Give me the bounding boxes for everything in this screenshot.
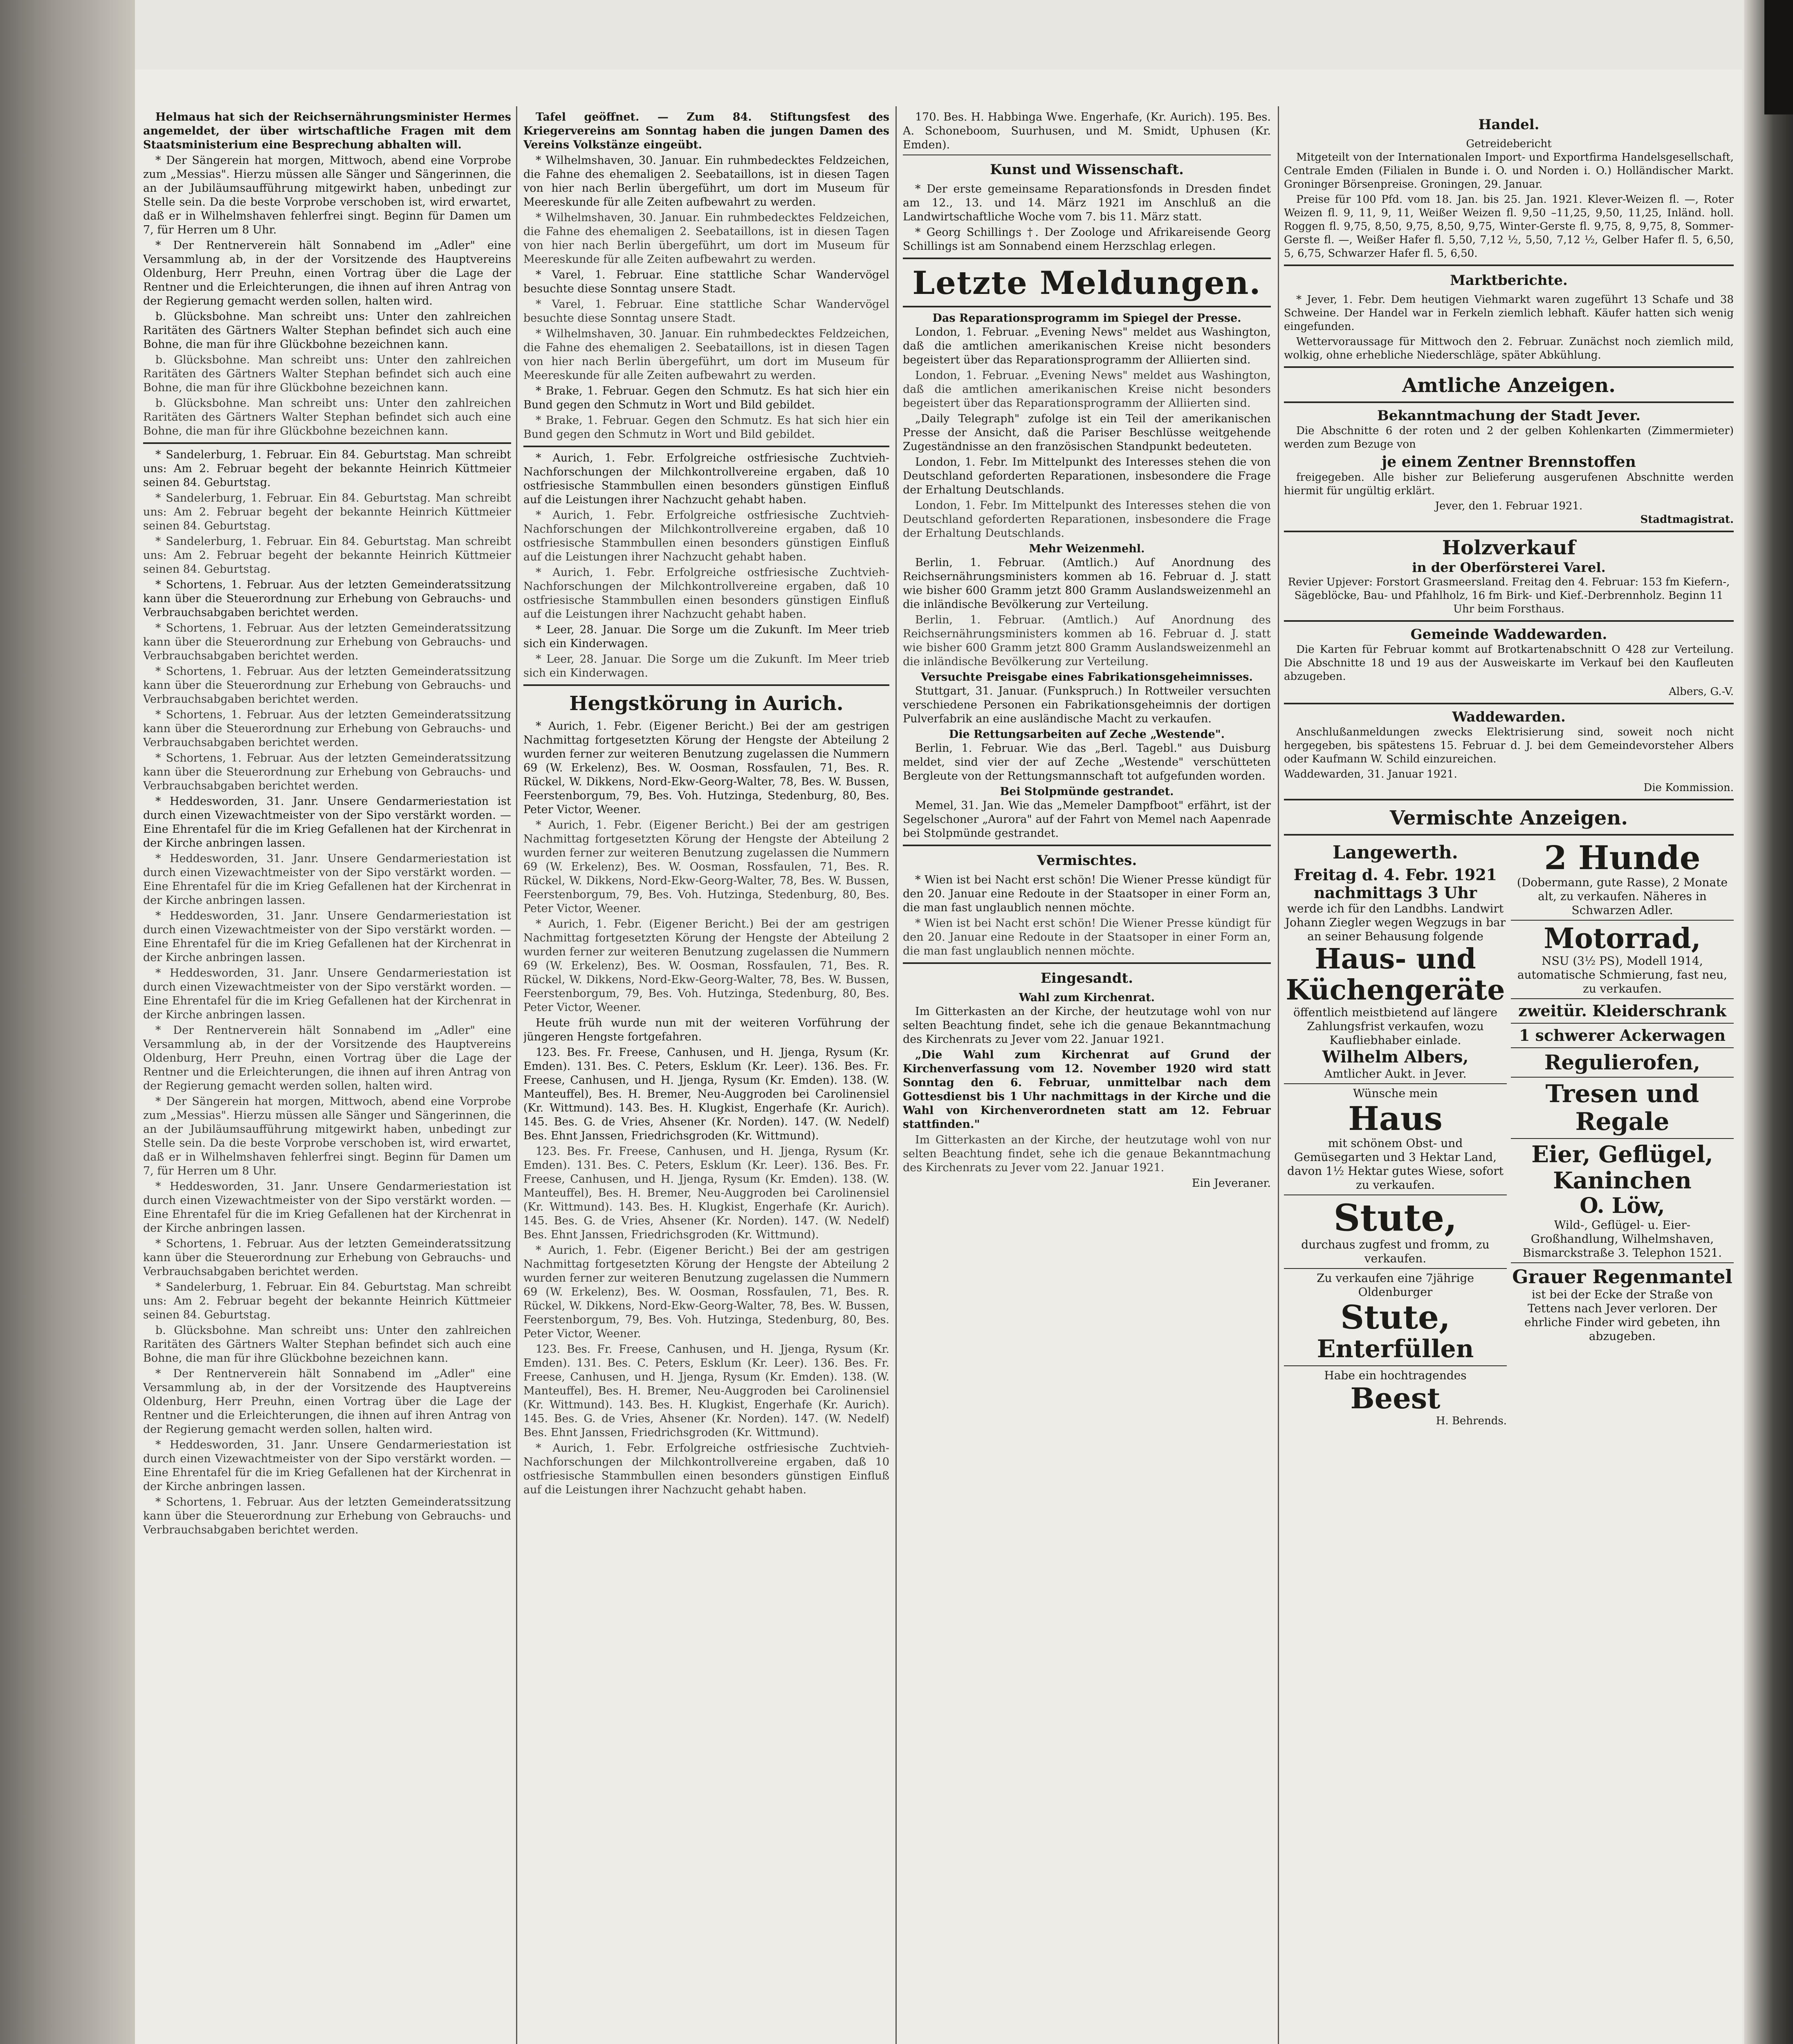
article-paragraph: London, 1. Febr. Im Mittelpunkt des Interesses stehen die von Deutschland geforderten Reparationen, insbesondere die Frage der Erhaltung Deutschlands. — [903, 499, 1271, 540]
section-divider — [523, 684, 889, 686]
section-divider — [903, 962, 1271, 964]
ad-title: Enterfüllen — [1317, 1335, 1474, 1363]
article-paragraph: * Der Rentnerverein hält Sonnabend im „Adler" eine Versammlung ab, in der der Vorsitzende des Hauptvereins Oldenburg, Herr Preuhn, einen Vortrag über die Lage der Rentner und die Erleichterungen, die ihnen auf ihren Antrag von der Regierung gemacht werden sollen, halten wird. — [143, 1367, 511, 1436]
article-paragraph: * Der Rentnerverein hält Sonnabend im „Adler" eine Versammlung ab, in der der Vorsitzende des Hauptvereins Oldenburg, Herr Preuhn, einen Vortrag über die Lage der Rentner und die Erleichterungen, die ihnen auf ihren Antrag von der Regierung gemacht werden sollen, halten wird. — [143, 1024, 511, 1092]
article-paragraph: * Heddesworden, 31. Janr. Unsere Gendarmeriestation ist durch einen Vizewachtmeister von der Sipo verstärkt worden. — Eine Ehrentafel für die im Krieg Gefallenen hat der Kirchenrat in der Kirche anbringen lassen. — [143, 852, 511, 907]
article-paragraph: Berlin, 1. Februar. Wie das „Berl. Tagebl." aus Duisburg meldet, sind vier der auf Zeche „Westende" verschütteten Bergleute von der Rettungsmannschaft tot aufgefunden worden. — [903, 742, 1271, 782]
ad-title: Langewerth. — [1333, 842, 1458, 863]
ad-divider — [1511, 1047, 1734, 1048]
article-paragraph: Heute früh wurde nun mit der weiteren Vorführung der jüngeren Hengste fortgefahren. — [523, 1017, 889, 1043]
ad-title: Grauer Regenmantel — [1512, 1266, 1732, 1288]
ad-title: 2 Hunde — [1544, 838, 1701, 877]
article-paragraph: Preise für 100 Pfd. vom 18. Jan. bis 25. Jan. 1921. Klever-Weizen fl. —, Roter Weizen fl. 9, 11, 9, 11, Weißer Weizen fl. 9,50 –11,25, 9,50, 11,25, Inländ. holl. Roggen fl. 9,75, 8,50, 9,75, 8,50, 9,75, Winter-Gerste fl. 9,75, 8, 9,75, 8, Sommer-Gerste fl. —, Weißer Hafer fl. 5,50, 7,12 ½, 5,50, 7,12 ½, Gelber Hafer fl. 5, 6,50, 5, 6,75, Schwarzer Hafer fl. 5, 6,50. — [1284, 193, 1734, 260]
notice-text: freigegeben. Alle bisher zur Belieferung ausgerufenen Abschnitte werden hiermit für ungültig erklärt. — [1284, 471, 1734, 497]
article-paragraph: Im Gitterkasten an der Kirche, der heutzutage wohl von nur selten Beachtung findet, sehe ich die genaue Bekanntmachung des Kirchenrats zu Jever vom 22. Januar 1921. — [903, 1005, 1271, 1046]
section-divider — [1284, 264, 1734, 266]
ad-title: zweitür. Kleiderschrank — [1518, 1002, 1726, 1020]
article-paragraph: London, 1. Febr. Im Mittelpunkt des Interesses stehen die von Deutschland geforderten Reparationen, insbesondere die Frage der Erhaltung Deutschlands. — [903, 456, 1271, 496]
subheading: Wahl zum Kirchenrat. — [1019, 991, 1155, 1004]
article-paragraph: * Varel, 1. Februar. Eine stattliche Schar Wandervögel besuchte diese Sonntag unsere Stadt. — [523, 298, 889, 325]
article-paragraph: Helmaus hat sich der Reichsernährungsminister Hermes angemeldet, der über wirtschaftliche Fragen mit dem Staatsministerium eine Besprechung abhalten will. — [143, 111, 511, 151]
article-paragraph: * Schortens, 1. Februar. Aus der letzten Gemeinderatssitzung kann über die Steuerordnung zur Erhebung von Gebrauchs- und Verbrauchsabgaben berichtet werden. — [143, 622, 511, 662]
article-paragraph: * Aurich, 1. Febr. (Eigener Bericht.) Bei der am gestrigen Nachmittag fortgesetzten Körung der Hengste der Abteilung 2 wurden ferner zur weiteren Benutzung zugelassen die Nummern 69 (W. Erkelenz), Bes. W. Oosman, Rossfaulen, 71, Bes. R. Rückel, W. Dikkens, Nord-Ekw-Georg-Walter, 78, Bes. W. Bussen, Feerstenborgum, 79, Bes. Voh. Hutzinga, Stedenburg, 80, Bes. Peter Victor, Weener. — [523, 918, 889, 1014]
article-paragraph: Wettervoraussage für Mittwoch den 2. Februar. Zunächst noch ziemlich mild, wolkig, ohne erhebliche Niederschläge, später Abkühlung. — [1284, 336, 1734, 361]
ad-text: Zu verkaufen eine 7jährige Oldenburger — [1317, 1271, 1474, 1299]
notice-signature: Albers, G.-V. — [1669, 686, 1734, 698]
section-heading: Amtliche Anzeigen. — [1402, 374, 1616, 397]
ad-title: Eier, Geflügel, Kaninchen — [1531, 1141, 1713, 1194]
ad-title: Haus — [1348, 1099, 1443, 1138]
section-heading: Letzte Meldungen. — [912, 264, 1261, 302]
article-paragraph: Berlin, 1. Februar. (Amtlich.) Auf Anordnung des Reichsernährungsministers kommen ab 16. Februar d. J. statt wie bisher 600 Gramm jetzt 800 Gramm Auslandsweizenmehl an die inländische Bevölkerung zur Verteilung. — [903, 614, 1271, 668]
ad-divider — [1511, 1138, 1734, 1139]
article-paragraph: 123. Bes. Fr. Freese, Canhusen, und H. Jjenga, Rysum (Kr. Emden). 131. Bes. C. Peters, Esklum (Kr. Leer). 136. Bes. Fr. Freese, Canhusen, und H. Jjenga, Rysum (Kr. Emden). 138. (W. Manteuffel), Bes. H. Bremer, Neu-Auggroden bei Carolinensiel (Kr. Wittmund). 143. Bes. H. Klugkist, Engerhafe (Kr. Aurich). 145. Bes. G. de Vries, Ahsener (Kr. Norden). 147. (W. Nedelf) Bes. Ehnt Janssen, Friedrichsgroden (Kr. Wittmund). — [523, 1145, 889, 1241]
notice-highlight: je einem Zentner Brennstoffen — [1382, 453, 1636, 471]
article-paragraph: * Sandelerburg, 1. Februar. Ein 84. Geburtstag. Man schreibt uns: Am 2. Februar begeht der bekannte Heinrich Küttmeier seinen 84. Geburtstag. — [143, 448, 511, 489]
ad-text: werde ich für den Landbhs. Landwirt Johann Ziegler wegen Wegzugs in bar an seiner Behausung folgende — [1285, 902, 1506, 943]
ad-text: mit schönem Obst- und Gemüsegarten und 3 Hektar Land, davon 1½ Hektar gutes Wiese, sofort zu verkaufen. — [1287, 1136, 1504, 1192]
right-book-edge — [1744, 0, 1793, 2044]
subheading: Bei Stolpmünde gestrandet. — [1000, 785, 1174, 798]
left-page-stack — [0, 0, 135, 2044]
article-paragraph: * Varel, 1. Februar. Eine stattliche Schar Wandervögel besuchte diese Sonntag unsere Stadt. — [523, 269, 889, 295]
section-divider — [1284, 703, 1734, 704]
section-heading: Handel. — [1478, 117, 1539, 133]
section-divider — [903, 306, 1271, 307]
subheading: Das Reparationsprogramm im Spiegel der Presse. — [932, 312, 1241, 325]
subheading: Die Rettungsarbeiten auf Zeche „Westende". — [949, 728, 1225, 741]
notice-text: Die Abschnitte 6 der roten und 2 der gelben Kohlenkarten (Zimmermieter) werden zum Bezuge von — [1284, 425, 1734, 450]
article-paragraph: * Brake, 1. Februar. Gegen den Schmutz. Es hat sich hier ein Bund gegen den Schmutz in Wort und Bild gebildet. — [523, 385, 889, 411]
section-divider — [1284, 834, 1734, 836]
signature: Ein Jeveraner. — [1192, 1177, 1271, 1190]
ad-title: Motorrad, — [1544, 922, 1701, 955]
ad-divider — [1284, 1268, 1507, 1269]
article-paragraph: * Der Rentnerverein hält Sonnabend im „Adler" eine Versammlung ab, in der der Vorsitzende des Hauptvereins Oldenburg, Herr Preuhn, einen Vortrag über die Lage der Rentner und die Erleichterungen, die ihnen auf ihren Antrag von der Regierung gemacht werden sollen, halten wird. — [143, 239, 511, 307]
notice-signature: Die Kommission. — [1643, 782, 1734, 794]
notice-title: Holzverkauf — [1442, 536, 1576, 559]
ad-text: Wünsche mein — [1353, 1087, 1438, 1100]
ad-signature: H. Behrends. — [1436, 1415, 1507, 1427]
article-paragraph: „Daily Telegraph" zufolge ist ein Teil der amerikanischen Presse der Ansicht, daß die Pariser Beschlüsse weitgehende Zugeständnisse an den französischen Standpunkt bedeuteten. — [903, 412, 1271, 453]
section-divider — [903, 258, 1271, 259]
article-paragraph: * Heddesworden, 31. Janr. Unsere Gendarmeriestation ist durch einen Vizewachtmeister von der Sipo verstärkt worden. — Eine Ehrentafel für die im Krieg Gefallenen hat der Kirchenrat in der Kirche anbringen lassen. — [143, 1180, 511, 1235]
ad-divider — [1511, 1023, 1734, 1024]
article-paragraph: * Wilhelmshaven, 30. Januar. Ein ruhmbedecktes Feldzeichen, die Fahne des ehemaligen 2. Seebataillons, ist in diesen Tagen von hier nach Berlin übergeführt, um dort im Museum für Meereskunde für alle Zeiten aufbewahrt zu werden. — [523, 327, 889, 382]
article-paragraph: * Leer, 28. Januar. Die Sorge um die Zukunft. Im Meer trieb sich ein Kinderwagen. — [523, 653, 889, 679]
article-paragraph: * Aurich, 1. Febr. Erfolgreiche ostfriesische Zuchtvieh-Nachforschungen der Milchkontrollvereine ergaben, daß 10 ostfriesische Stammbullen einen besonders günstigen Einfluß auf die Leistungen ihrer Nachzucht gehabt haben. — [523, 509, 889, 563]
section-divider — [1284, 401, 1734, 403]
article-paragraph: Berlin, 1. Februar. (Amtlich.) Auf Anordnung des Reichsernährungsministers kommen ab 16. Februar d. J. statt wie bisher 600 Gramm jetzt 800 Gramm Auslandsweizenmehl an die inländische Bevölkerung zur Verteilung. — [903, 556, 1271, 611]
article-paragraph: * Aurich, 1. Febr. Erfolgreiche ostfriesische Zuchtvieh-Nachforschungen der Milchkontrollvereine ergaben, daß 10 ostfriesische Stammbullen einen besonders günstigen Einfluß auf die Leistungen ihrer Nachzucht gehabt haben. — [523, 566, 889, 621]
ad-text: öffentlich meistbietend auf längere Zahlungsfrist verkaufen, wozu Kaufliebhaber einlade. — [1293, 1006, 1498, 1047]
section-divider — [1284, 620, 1734, 622]
article-paragraph: * Aurich, 1. Febr. (Eigener Bericht.) Bei der am gestrigen Nachmittag fortgesetzten Körung der Hengste der Abteilung 2 wurden ferner zur weiteren Benutzung zugelassen die Nummern 69 (W. Erkelenz), Bes. W. Oosman, Rossfaulen, 71, Bes. R. Rückel, W. Dikkens, Nord-Ekw-Georg-Walter, 78, Bes. W. Bussen, Feerstenborgum, 79, Bes. Voh. Hutzinga, Stedenburg, 80, Bes. Peter Victor, Weener. — [523, 1244, 889, 1340]
article-paragraph: * Aurich, 1. Febr. (Eigener Bericht.) Bei der am gestrigen Nachmittag fortgesetzten Körung der Hengste der Abteilung 2 wurden ferner zur weiteren Benutzung zugelassen die Nummern 69 (W. Erkelenz), Bes. W. Oosman, Rossfaulen, 71, Bes. R. Rückel, W. Dikkens, Nord-Ekw-Georg-Walter, 78, Bes. W. Bussen, Feerstenborgum, 79, Bes. Voh. Hutzinga, Stedenburg, 80, Bes. Peter Victor, Weener. — [523, 819, 889, 915]
article-paragraph: * Schortens, 1. Februar. Aus der letzten Gemeinderatssitzung kann über die Steuerordnung zur Erhebung von Gebrauchs- und Verbrauchsabgaben berichtet werden. — [143, 578, 511, 619]
ad-divider — [1284, 1083, 1507, 1084]
article-paragraph: Memel, 31. Jan. Wie das „Memeler Dampfboot" erfährt, ist der Segelschoner „Aurora" auf der Fahrt von Memel nach Aapenrade bei Stolpmünde gestrandet. — [903, 799, 1271, 840]
article-paragraph: * Aurich, 1. Febr. (Eigener Bericht.) Bei der am gestrigen Nachmittag fortgesetzten Körung der Hengste der Abteilung 2 wurden ferner zur weiteren Benutzung zugelassen die Nummern 69 (W. Erkelenz), Bes. W. Oosman, Rossfaulen, 71, Bes. R. Rückel, W. Dikkens, Nord-Ekw-Georg-Walter, 78, Bes. W. Bussen, Feerstenborgum, 79, Bes. Voh. Hutzinga, Stedenburg, 80, Bes. Peter Victor, Weener. — [523, 720, 889, 816]
section-heading: Kunst und Wissenschaft. — [990, 161, 1184, 178]
article-paragraph: * Sandelerburg, 1. Februar. Ein 84. Geburtstag. Man schreibt uns: Am 2. Februar begeht der bekannte Heinrich Küttmeier seinen 84. Geburtstag. — [143, 492, 511, 532]
ad-title: O. Löw, — [1580, 1193, 1665, 1218]
column-rule — [1278, 106, 1279, 2044]
ads-right-column — [1511, 840, 1734, 1428]
section-divider — [1284, 799, 1734, 800]
article-paragraph: b. Glücksbohne. Man schreibt uns: Unter den zahlreichen Raritäten des Gärtners Walter Stephan befindet sich auch eine Bohne, die man für ihre Glückbohne bezeichnen kann. — [143, 1324, 511, 1365]
section-heading: Eingesandt. — [1040, 970, 1133, 986]
article-paragraph: Stuttgart, 31. Januar. (Funkspruch.) In Rottweiler versuchten verschiedene Personen ein Fabrikationsgeheimnis der dortigen Pulverfabrik an eine ausländische Macht zu verkaufen. — [903, 685, 1271, 725]
notice-title: Gemeinde Waddewarden. — [1410, 626, 1607, 643]
article-paragraph: b. Glücksbohne. Man schreibt uns: Unter den zahlreichen Raritäten des Gärtners Walter Stephan befindet sich auch eine Bohne, die man für ihre Glückbohne bezeichnen kann. — [143, 310, 511, 351]
subheading: Versuchte Preisgabe eines Fabrikationsgeheimnisses. — [921, 671, 1253, 684]
article-paragraph: London, 1. Februar. „Evening News" meldet aus Washington, daß die amtlichen amerikanischen Kreise nicht besonders begeistert über das Reparationsprogramm der Alliierten sind. — [903, 326, 1271, 366]
ad-title: Regulierofen, — [1544, 1050, 1701, 1074]
ad-title: Tresen und Regale — [1545, 1080, 1699, 1136]
column-2 — [523, 110, 889, 2044]
notice-text: Die Karten für Februar kommt auf Brotkartenabschnitt O 428 zur Verteilung. Die Abschnitte 18 und 19 aus der Ausweiskarte im Verkauf bei den Kaufleuten abzugeben. — [1284, 643, 1734, 683]
article-paragraph: * Sandelerburg, 1. Februar. Ein 84. Geburtstag. Man schreibt uns: Am 2. Februar begeht der bekannte Heinrich Küttmeier seinen 84. Geburtstag. — [143, 535, 511, 576]
column-4 — [1284, 110, 1734, 2044]
ad-text: Habe ein hochtragendes — [1324, 1369, 1467, 1382]
ad-divider — [1511, 1262, 1734, 1263]
article-paragraph: * Schortens, 1. Februar. Aus der letzten Gemeinderatssitzung kann über die Steuerordnung zur Erhebung von Gebrauchs- und Verbrauchsabgaben berichtet werden. — [143, 708, 511, 749]
article-paragraph: * Wien ist bei Nacht erst schön! Die Wiener Presse kündigt für den 20. Januar eine Redoute in der Staatsoper in einer Form an, die man fast unglaublich nennen möchte. — [903, 917, 1271, 957]
ad-name: Wilhelm Albers, — [1322, 1047, 1469, 1067]
notice-subtitle: in der Oberförsterei Varel. — [1412, 560, 1606, 575]
ad-title: Haus- und Küchengeräte — [1286, 943, 1505, 1006]
article-paragraph: „Die Wahl zum Kirchenrat auf Grund der Kirchenverfassung vom 12. November 1920 wird statt Sonntag den 6. Februar, unmittelbar nach dem Gottesdienst bis 1 Uhr nachmittags in der Kirche und die Wahl von Kirchenverordneten statt am 12. Februar stattfinden." — [903, 1049, 1271, 1131]
article-paragraph: * Wien ist bei Nacht erst schön! Die Wiener Presse kündigt für den 20. Januar eine Redoute in der Staatsoper in einer Form an, die man fast unglaublich nennen möchte. — [903, 874, 1271, 914]
column-rule — [895, 106, 897, 2044]
ad-title: Stute, — [1333, 1196, 1457, 1239]
article-paragraph: * Aurich, 1. Febr. Erfolgreiche ostfriesische Zuchtvieh-Nachforschungen der Milchkontrollvereine ergaben, daß 10 ostfriesische Stammbullen einen besonders günstigen Einfluß auf die Leistungen ihrer Nachzucht gehabt haben. — [523, 1442, 889, 1496]
notice-signature: Stadtmagistrat. — [1640, 513, 1734, 526]
article-paragraph: * Schortens, 1. Februar. Aus der letzten Gemeinderatssitzung kann über die Steuerordnung zur Erhebung von Gebrauchs- und Verbrauchsabgaben berichtet werden. — [143, 1237, 511, 1278]
section-heading: Vermischte Anzeigen. — [1389, 807, 1628, 829]
section-divider — [523, 446, 889, 447]
ad-divider — [1511, 998, 1734, 999]
book-spine-shadow — [1764, 0, 1793, 114]
notice-date: Jever, den 1. Februar 1921. — [1435, 500, 1583, 512]
classified-ads — [1284, 840, 1734, 1428]
ad-text: NSU (3½ PS), Modell 1914, automatische Schmierung, fast neu, zu verkaufen. — [1517, 954, 1728, 995]
article-paragraph: * Wilhelmshaven, 30. Januar. Ein ruhmbedecktes Feldzeichen, die Fahne des ehemaligen 2. Seebataillons, ist in diesen Tagen von hier nach Berlin übergeführt, um dort im Museum für Meereskunde für alle Zeiten aufbewahrt zu werden. — [523, 154, 889, 208]
article-paragraph: * Der erste gemeinsame Reparationsfonds in Dresden findet am 12., 13. und 14. März 1921 im Anschluß an die Landwirtschaftliche Woche vom 7. bis 11. März statt. — [903, 183, 1271, 223]
notice-text: Anschlußanmeldungen zwecks Elektrisierung sind, soweit noch nicht hergegeben, bis spätestens 15. Februar d. J. bei dem Gemeindevorsteher Albers oder Kaufmann W. Schild einzureichen. — [1284, 726, 1734, 765]
section-divider — [1284, 366, 1734, 368]
ad-title: Beest — [1350, 1381, 1441, 1415]
section-heading: Marktberichte. — [1450, 272, 1568, 289]
article-paragraph: Im Gitterkasten an der Kirche, der heutzutage wohl von nur selten Beachtung findet, sehe ich die genaue Bekanntmachung des Kirchenrats zu Jever vom 22. Januar 1921. — [903, 1134, 1271, 1174]
article-paragraph: * Heddesworden, 31. Janr. Unsere Gendarmeriestation ist durch einen Vizewachtmeister von der Sipo verstärkt worden. — Eine Ehrentafel für die im Krieg Gefallenen hat der Kirchenrat in der Kirche anbringen lassen. — [143, 967, 511, 1021]
subheading: Mehr Weizenmehl. — [1029, 542, 1145, 555]
subheading: Getreidebericht — [1466, 138, 1552, 150]
ad-text: (Dobermann, gute Rasse), 2 Monate alt, zu verkaufen. Näheres in Schwarzen Adler. — [1517, 876, 1728, 917]
article-paragraph: * Heddesworden, 31. Janr. Unsere Gendarmeriestation ist durch einen Vizewachtmeister von der Sipo verstärkt worden. — Eine Ehrentafel für die im Krieg Gefallenen hat der Kirchenrat in der Kirche anbringen lassen. — [143, 795, 511, 849]
notice-title: Bekanntmachung der Stadt Jever. — [1377, 408, 1641, 424]
article-paragraph: Mitgeteilt von der Internationalen Import- und Exportfirma Handelsgesellschaft, Centrale Emden (Filialen in Bunde i. O. und Norden i. O.) Holländischer Markt. Groninger Börsenpreise. Groningen, 29. Januar. — [1284, 151, 1734, 191]
ad-divider — [1511, 1077, 1734, 1078]
section-divider — [903, 845, 1271, 846]
article-paragraph: * Leer, 28. Januar. Die Sorge um die Zukunft. Im Meer trieb sich ein Kinderwagen. — [523, 623, 889, 650]
column-3 — [903, 110, 1271, 2044]
article-paragraph: London, 1. Februar. „Evening News" meldet aus Washington, daß die amtlichen amerikanischen Kreise nicht besonders begeistert über das Reparationsprogramm der Alliierten sind. — [903, 369, 1271, 410]
article-paragraph: * Heddesworden, 31. Janr. Unsere Gendarmeriestation ist durch einen Vizewachtmeister von der Sipo verstärkt worden. — Eine Ehrentafel für die im Krieg Gefallenen hat der Kirchenrat in der Kirche anbringen lassen. — [143, 910, 511, 964]
article-paragraph: b. Glücksbohne. Man schreibt uns: Unter den zahlreichen Raritäten des Gärtners Walter Stephan befindet sich auch eine Bohne, die man für ihre Glückbohne bezeichnen kann. — [143, 397, 511, 437]
article-paragraph: Tafel geöffnet. — Zum 84. Stiftungsfest des Kriegervereins am Sonntag haben die jungen Damen des Vereins Volkstänze eingeübt. — [523, 111, 889, 151]
article-paragraph: b. Glücksbohne. Man schreibt uns: Unter den zahlreichen Raritäten des Gärtners Walter Stephan befindet sich auch eine Bohne, die man für ihre Glückbohne bezeichnen kann. — [143, 354, 511, 394]
ad-title: 1 schwerer Ackerwagen — [1519, 1026, 1726, 1044]
article-paragraph: 123. Bes. Fr. Freese, Canhusen, und H. Jjenga, Rysum (Kr. Emden). 131. Bes. C. Peters, Esklum (Kr. Leer). 136. Bes. Fr. Freese, Canhusen, und H. Jjenga, Rysum (Kr. Emden). 138. (W. Manteuffel), Bes. H. Bremer, Neu-Auggroden bei Carolinensiel (Kr. Wittmund). 143. Bes. H. Klugkist, Engerhafe (Kr. Aurich). 145. Bes. G. de Vries, Ahsener (Kr. Norden). 147. (W. Nedelf) Bes. Ehnt Janssen, Friedrichsgroden (Kr. Wittmund). — [523, 1343, 889, 1439]
column-rule — [516, 106, 517, 2044]
article-paragraph: * Wilhelmshaven, 30. Januar. Ein ruhmbedecktes Feldzeichen, die Fahne des ehemaligen 2. Seebataillons, ist in diesen Tagen von hier nach Berlin übergeführt, um dort im Museum für Meereskunde für alle Zeiten aufbewahrt zu werden. — [523, 211, 889, 266]
article-paragraph: 170. Bes. H. Habbinga Wwe. Engerhafe, (Kr. Aurich). 195. Bes. A. Schoneboom, Suurhusen, und M. Smidt, Uphusen (Kr. Emden). — [903, 111, 1271, 151]
article-paragraph: 123. Bes. Fr. Freese, Canhusen, und H. Jjenga, Rysum (Kr. Emden). 131. Bes. C. Peters, Esklum (Kr. Leer). 136. Bes. Fr. Freese, Canhusen, und H. Jjenga, Rysum (Kr. Emden). 138. (W. Manteuffel), Bes. H. Bremer, Neu-Auggroden bei Carolinensiel (Kr. Wittmund). 143. Bes. H. Klugkist, Engerhafe (Kr. Aurich). 145. Bes. G. de Vries, Ahsener (Kr. Norden). 147. (W. Nedelf) Bes. Ehnt Janssen, Friedrichsgroden (Kr. Wittmund). — [523, 1046, 889, 1142]
article-paragraph: * Brake, 1. Februar. Gegen den Schmutz. Es hat sich hier ein Bund gegen den Schmutz in Wort und Bild gebildet. — [523, 414, 889, 441]
article-paragraph: * Heddesworden, 31. Janr. Unsere Gendarmeriestation ist durch einen Vizewachtmeister von der Sipo verstärkt worden. — Eine Ehrentafel für die im Krieg Gefallenen hat der Kirchenrat in der Kirche anbringen lassen. — [143, 1439, 511, 1493]
article-paragraph: * Schortens, 1. Februar. Aus der letzten Gemeinderatssitzung kann über die Steuerordnung zur Erhebung von Gebrauchs- und Verbrauchsabgaben berichtet werden. — [143, 1496, 511, 1536]
ad-divider — [1284, 1365, 1507, 1366]
article-paragraph: * Der Sängerein hat morgen, Mittwoch, abend eine Vorprobe zum „Messias". Hierzu müssen alle Sänger und Sängerinnen, die an der Jubiläumsaufführung mitgewirkt haben, unbedingt zur Stelle sein. Da die beste Vorprobe verschoben ist, wird erwartet, daß er in Wilhelmshaven fehlerfrei singt. Beginn für Damen um 7, für Herren um 8 Uhr. — [143, 1095, 511, 1177]
article-paragraph: * Der Sängerein hat morgen, Mittwoch, abend eine Vorprobe zum „Messias". Hierzu müssen alle Sänger und Sängerinnen, die an der Jubiläumsaufführung mitgewirkt haben, unbedingt zur Stelle sein. Da die beste Vorprobe verschoben ist, wird erwartet, daß er in Wilhelmshaven fehlerfrei singt. Beginn für Damen um 7, für Herren um 8 Uhr. — [143, 154, 511, 236]
section-divider — [1284, 531, 1734, 532]
section-heading: Hengstkörung in Aurich. — [569, 692, 844, 715]
section-divider — [143, 442, 511, 444]
ad-divider — [1511, 920, 1734, 921]
notice-date: Waddewarden, 31. Januar 1921. — [1284, 768, 1457, 780]
ads-left-column — [1284, 840, 1507, 1428]
notice-title: Waddewarden. — [1452, 709, 1566, 725]
notice-text: Revier Upjever: Forstort Grasmeersland. Freitag den 4. Februar: 153 fm Kiefern-, Sägeblöcke, Bau- und Pfahlholz, 16 fm Birk- und Kief.-Derbrennholz. Beginn 11 Uhr beim Forsthaus. — [1288, 576, 1730, 615]
ad-date: Freitag d. 4. Febr. 1921 nachmittags 3 Uhr — [1293, 865, 1497, 902]
column-1 — [143, 110, 511, 2044]
ad-text: Wild-, Geflügel- u. Eier-Großhandlung, Wilhelmshaven, Bismarckstraße 3. Telephon 1521. — [1522, 1218, 1722, 1260]
ad-text: durchaus zugfest und fromm, zu verkaufen. — [1301, 1238, 1490, 1265]
article-paragraph: * Sandelerburg, 1. Februar. Ein 84. Geburtstag. Man schreibt uns: Am 2. Februar begeht der bekannte Heinrich Küttmeier seinen 84. Geburtstag. — [143, 1281, 511, 1321]
section-heading: Vermischtes. — [1037, 852, 1137, 869]
article-paragraph: * Aurich, 1. Febr. Erfolgreiche ostfriesische Zuchtvieh-Nachforschungen der Milchkontrollvereine ergaben, daß 10 ostfriesische Stammbullen einen besonders günstigen Einfluß auf die Leistungen ihrer Nachzucht gehabt haben. — [523, 452, 889, 506]
ad-text: Amtlicher Aukt. in Jever. — [1324, 1067, 1467, 1080]
article-paragraph: * Jever, 1. Febr. Dem heutigen Viehmarkt waren zugeführt 13 Schafe und 38 Schweine. Der Handel war in Ferkeln ziemlich lebhaft. Käufer hatten sich wenig eingefunden. — [1284, 294, 1734, 333]
article-paragraph: * Georg Schillings †. Der Zoologe und Afrikareisende Georg Schillings ist am Sonnabend einem Herzschlag erlegen. — [903, 226, 1271, 253]
ad-title: Stute, — [1340, 1298, 1450, 1336]
ad-text: ist bei der Ecke der Straße von Tettens nach Jever verloren. Der ehrliche Finder wird gebeten, ihn abzugeben. — [1524, 1288, 1721, 1343]
article-paragraph: * Schortens, 1. Februar. Aus der letzten Gemeinderatssitzung kann über die Steuerordnung zur Erhebung von Gebrauchs- und Verbrauchsabgaben berichtet werden. — [143, 752, 511, 792]
article-paragraph: * Schortens, 1. Februar. Aus der letzten Gemeinderatssitzung kann über die Steuerordnung zur Erhebung von Gebrauchs- und Verbrauchsabgaben berichtet werden. — [143, 665, 511, 706]
